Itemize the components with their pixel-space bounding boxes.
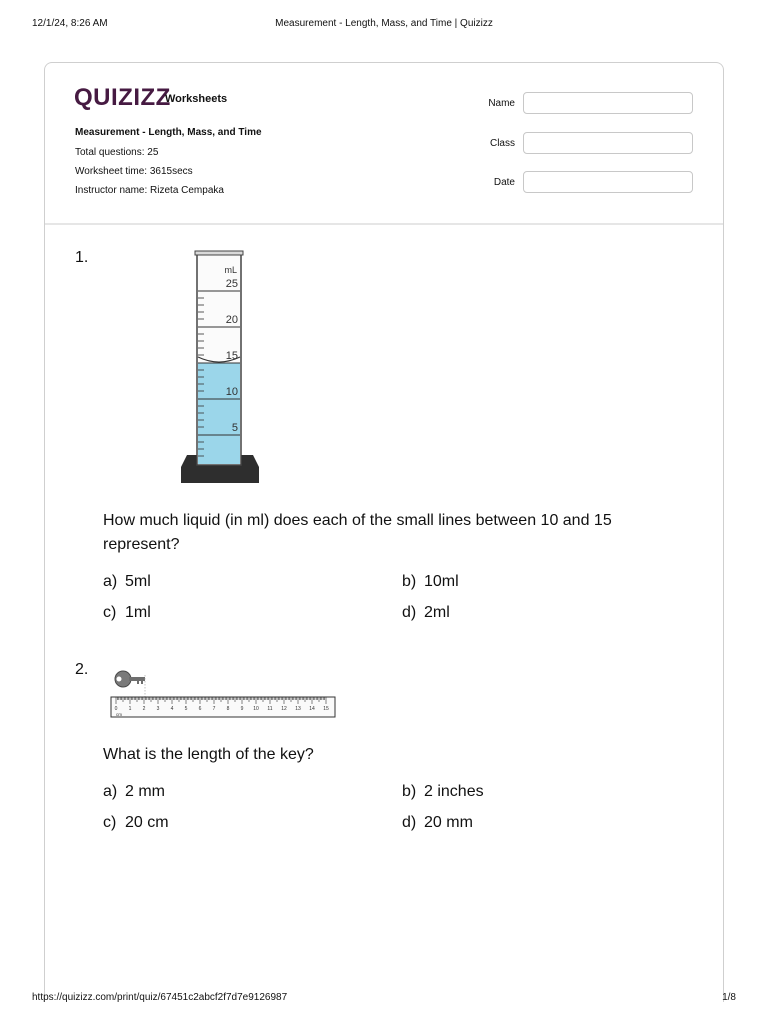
question-text: How much liquid (in ml) does each of the small lines between 10 and 15 represent? xyxy=(103,512,612,553)
option-c[interactable]: c) 20 cm xyxy=(103,814,169,831)
key-icon xyxy=(115,671,145,687)
cylinder-rim xyxy=(195,251,243,255)
worksheet-header xyxy=(45,63,723,225)
option-d[interactable]: d) 20 mm xyxy=(402,814,473,831)
print-footer xyxy=(0,992,768,1008)
name-field[interactable] xyxy=(523,92,693,114)
print-title: Measurement - Length, Mass, and Time | Quizizz xyxy=(275,18,493,29)
option-b[interactable]: b) 2 inches xyxy=(402,783,484,800)
ruler-tick-label: 4 xyxy=(170,706,174,712)
ruler-tick-label: 9 xyxy=(240,706,244,712)
tick-label: 20 xyxy=(225,314,238,326)
question-number: 2. xyxy=(75,661,89,678)
print-date: 12/1/24, 8:26 AM xyxy=(32,18,108,29)
option-b[interactable]: b) 10ml xyxy=(402,573,459,590)
ruler-tick-label: 11 xyxy=(267,706,273,712)
quizizz-logo: QUIZIZZ xyxy=(74,84,171,111)
ruler-tick-label: 2 xyxy=(142,706,146,712)
name-label: Name xyxy=(488,98,515,109)
class-field[interactable] xyxy=(523,132,693,154)
ruler-tick-label: 3 xyxy=(156,706,160,712)
unit-label: mL xyxy=(224,265,237,275)
page-number: 1/8 xyxy=(722,992,736,1003)
option-c[interactable]: c) 1ml xyxy=(103,604,151,621)
graduated-cylinder-image xyxy=(175,249,265,489)
ruler-unit-label: cm xyxy=(116,712,122,717)
question-number: 1. xyxy=(75,249,89,266)
class-label: Class xyxy=(489,138,515,149)
ruler-tick-label: 15 xyxy=(323,706,329,712)
ruler-tick-label: 14 xyxy=(309,706,315,712)
print-url: https://quizizz.com/print/quiz/67451c2abcf2f7d7e9126987 xyxy=(32,992,288,1003)
ruler-tick-label: 1 xyxy=(128,706,132,712)
option-d[interactable]: d) 2ml xyxy=(402,604,450,621)
ruler-tick-label: 6 xyxy=(198,706,202,712)
ruler-tick-label: 8 xyxy=(226,706,230,712)
ruler-tick-label: 5 xyxy=(184,706,188,712)
ruler-tick-label: 10 xyxy=(253,706,259,712)
worksheet xyxy=(44,62,724,1002)
date-label: Date xyxy=(493,177,515,188)
ruler-tick-label: 12 xyxy=(281,706,287,712)
ruler-tick-label: 13 xyxy=(295,706,301,712)
instructor-name: Instructor name: Rizeta Cempaka xyxy=(75,185,224,196)
tick-label: 10 xyxy=(225,386,238,398)
option-a[interactable]: a) 2 mm xyxy=(103,783,165,800)
date-field[interactable] xyxy=(523,171,693,193)
ruler-key-image xyxy=(109,661,345,721)
liquid xyxy=(198,363,240,464)
total-questions: Total questions: 25 xyxy=(75,147,159,158)
print-header xyxy=(0,18,768,34)
ruler-tick-label: 7 xyxy=(212,706,216,712)
worksheet-time: Worksheet time: 3615secs xyxy=(75,166,193,177)
option-a[interactable]: a) 5ml xyxy=(103,573,151,590)
worksheet-title: Measurement - Length, Mass, and Time xyxy=(75,127,262,138)
tick-label: 5 xyxy=(231,422,238,434)
logo-subtitle: Worksheets xyxy=(165,93,228,105)
tick-label: 15 xyxy=(225,350,238,362)
ruler-tick-label: 0 xyxy=(114,706,118,712)
tick-label: 25 xyxy=(225,278,238,290)
question-text: What is the length of the key? xyxy=(103,746,314,763)
